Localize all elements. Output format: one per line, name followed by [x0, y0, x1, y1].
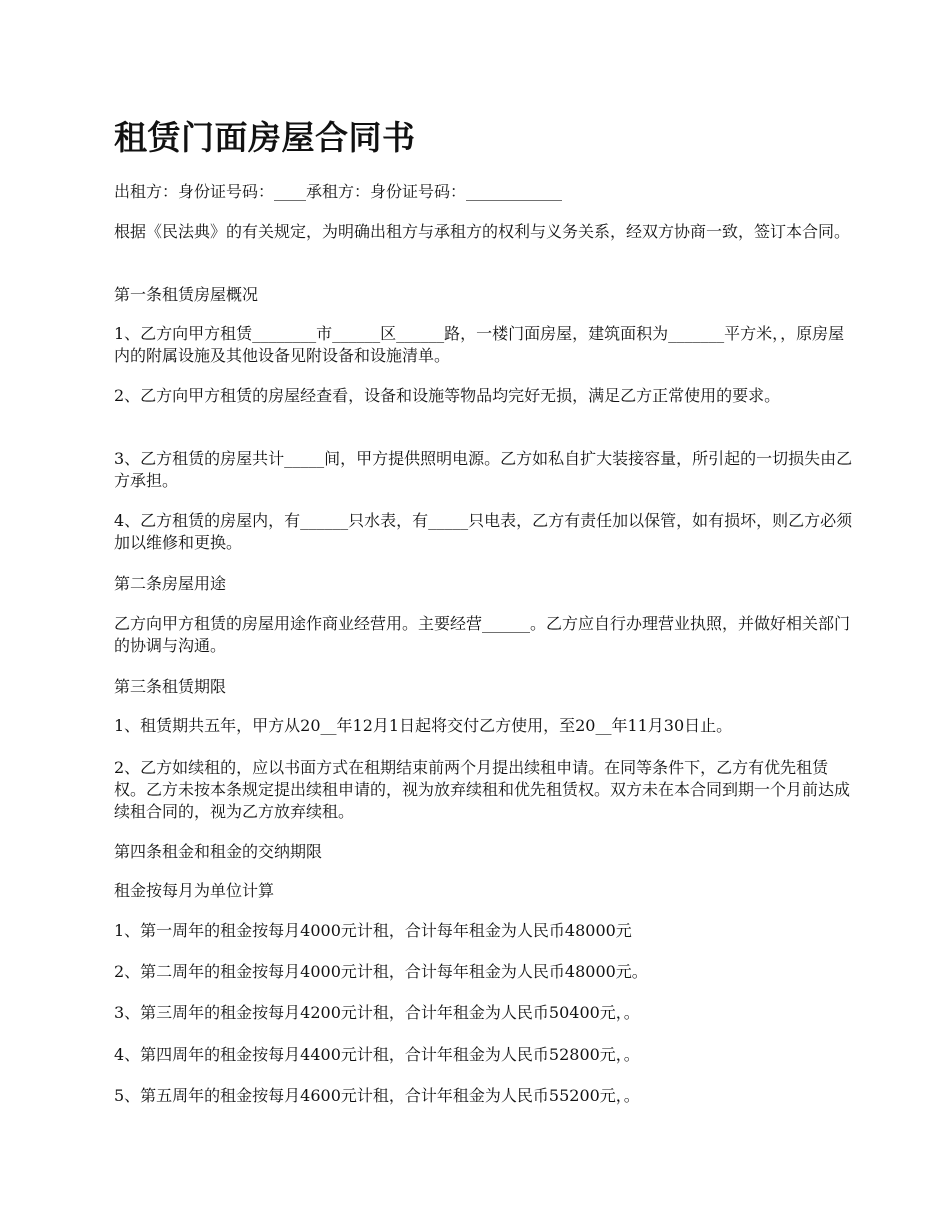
article-1-clause-2: 2、乙方向甲方租赁的房屋经查看，设备和设施等物品均完好无损，满足乙方正常使用的要求。	[114, 386, 781, 405]
article-1-clause-3: 3、乙方租赁的房屋共计_____间，甲方提供照明电源。乙方如私自扩大装接容量，所引起的一切损失由乙方承担。	[114, 449, 853, 490]
article-4-heading: 第四条租金和租金的交纳期限	[114, 842, 323, 861]
article-3-clause-2: 2、乙方如续租的，应以书面方式在租期结束前两个月提出续租申请。在同等条件下，乙方有优先租赁权。乙方未按本条规定提出续租申请的，视为放弃续租和优先租赁权。双方未在本合同到期一个月前达成续租合同的，视为乙方放弃续租。	[114, 758, 851, 821]
rent-year-4: 4、第四周年的租金按每月4400元计租，合计年租金为人民币52800元，。	[114, 1045, 640, 1064]
document-title: 租赁门面房屋合同书	[114, 118, 416, 157]
rent-year-5: 5、第五周年的租金按每月4600元计租，合计年租金为人民币55200元，。	[114, 1086, 640, 1105]
article-1-clause-1: 1、乙方向甲方租赁________市______区______路，一楼门面房屋，建筑面积为_______平方米，，原房屋内的附属设施及其他设备见附设备和设施清单。	[114, 324, 845, 365]
rent-year-2: 2、第二周年的租金按每月4000元计租，合计每年租金为人民币48000元。	[114, 962, 648, 981]
article-1-heading: 第一条租赁房屋概况	[114, 285, 259, 304]
article-1-clause-4: 4、乙方租赁的房屋内，有______只水表，有_____只电表，乙方有责任加以保管，如有损坏，则乙方必须加以维修和更换。	[114, 511, 853, 552]
article-2-heading: 第二条房屋用途	[114, 574, 227, 593]
rent-year-1: 1、第一周年的租金按每月4000元计租，合计每年租金为人民币48000元	[114, 921, 632, 940]
article-3-heading: 第三条租赁期限	[114, 677, 227, 696]
rent-basis-line: 租金按每月为单位计算	[114, 881, 275, 900]
article-3-clause-1: 1、租赁期共五年，甲方从20__年12月1日起将交付乙方使用，至20__年11月30日止。	[114, 716, 733, 735]
rent-year-3: 3、第三周年的租金按每月4200元计租，合计年租金为人民币50400元，。	[114, 1003, 640, 1022]
parties-line: 出租方：身份证号码：____承租方：身份证号码：____________	[114, 182, 563, 201]
preamble-paragraph: 根据《民法典》的有关规定，为明确出租方与承租方的权利与义务关系，经双方协商一致，签订本合同。	[114, 222, 851, 241]
article-2-paragraph: 乙方向甲方租赁的房屋用途作商业经营用。主要经营______。乙方应自行办理营业执照，并做好相关部门的协调与沟通。	[114, 614, 851, 655]
